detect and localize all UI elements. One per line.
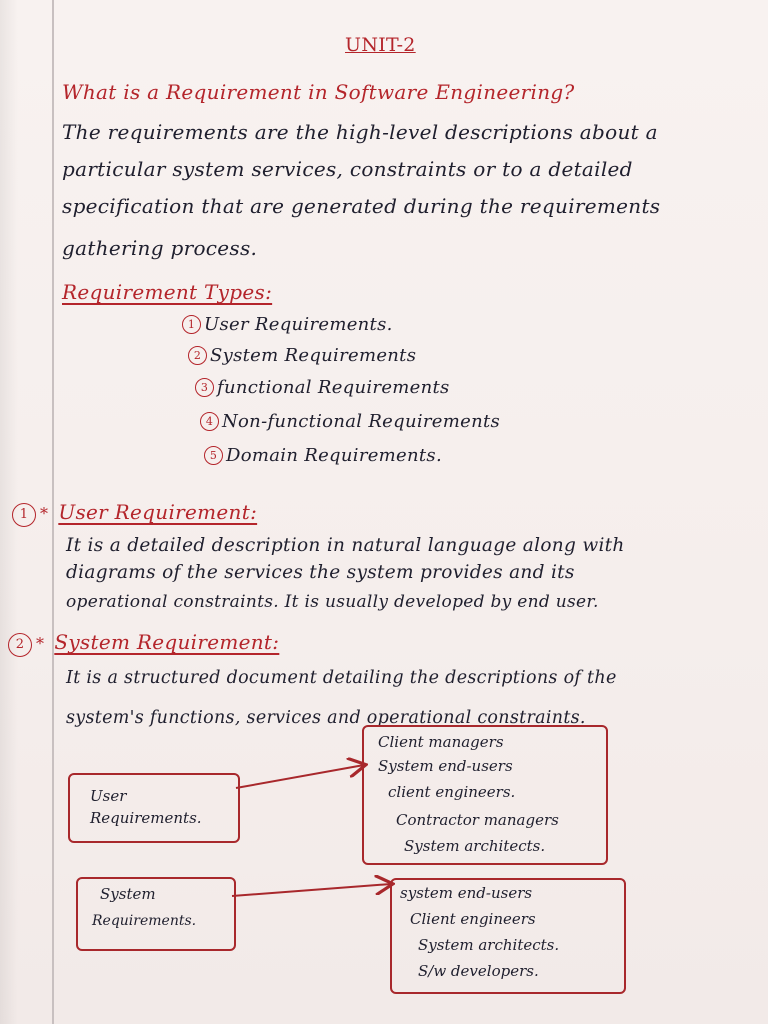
section-1-line-2: diagrams of the services the system provides and its: [66, 562, 575, 583]
definition-line-4: gathering process.: [62, 236, 258, 260]
number-circle: 4: [200, 412, 219, 431]
system-requirements-audience-box: [390, 878, 626, 994]
type-label: functional Requirements: [217, 377, 450, 398]
star-icon: *: [40, 504, 49, 523]
section-1-line-1: It is a detailed description in natural language along with: [66, 535, 625, 556]
definition-line-3: specification that are generated during the requirements: [62, 194, 661, 218]
box-line: System end-users: [378, 757, 513, 775]
star-icon: *: [36, 634, 45, 653]
user-requirements-audience-box: [362, 725, 608, 865]
section-1-heading-row: [12, 500, 257, 527]
section-1-line-3: operational constraints. It is usually developed by end user.: [66, 592, 599, 612]
type-item: [182, 314, 393, 335]
unit-title: UNIT-2: [345, 34, 416, 56]
box-line: Client engineers: [410, 910, 536, 928]
number-circle: 2: [188, 346, 207, 365]
number-circle: 2: [8, 633, 32, 657]
definition-line-2: particular system services, constraints or to a detailed: [62, 157, 633, 181]
arrow-user-to-audience: [236, 765, 364, 788]
definition-line-1: The requirements are the high-level descriptions about a: [62, 120, 658, 144]
box-line: system end-users: [400, 884, 533, 902]
number-circle: 5: [204, 446, 223, 465]
box-line: System architects.: [404, 837, 546, 855]
type-item: [195, 377, 450, 398]
box-line: client engineers.: [388, 783, 516, 801]
type-label: User Requirements.: [204, 314, 393, 335]
type-item: [204, 445, 442, 466]
number-circle: 1: [12, 503, 36, 527]
section-2-heading-row: [8, 630, 279, 657]
types-heading: Requirement Types:: [62, 280, 273, 304]
box-line: S/w developers.: [418, 962, 539, 980]
type-label: Non-functional Requirements: [222, 411, 501, 432]
arrow-system-to-audience: [232, 884, 391, 896]
type-item: [200, 411, 500, 432]
type-label: System Requirements: [210, 345, 417, 366]
type-item: [188, 345, 416, 366]
section-2-line-1: It is a structured document detailing the descriptions of the: [66, 668, 617, 688]
user-requirements-box: [68, 773, 240, 843]
system-requirements-box: [76, 877, 236, 951]
question-heading: What is a Requirement in Software Engineering?: [62, 80, 575, 104]
box-line: Contractor managers: [396, 811, 559, 829]
type-label: Domain Requirements.: [226, 445, 442, 466]
box-line: Client managers: [378, 733, 504, 751]
section-1-heading: User Requirement:: [58, 500, 258, 524]
box-line: Requirements.: [90, 809, 202, 827]
number-circle: 1: [182, 315, 201, 334]
box-line: Requirements.: [92, 913, 197, 929]
section-2-heading: System Requirement:: [54, 630, 280, 654]
box-line: System: [100, 885, 156, 903]
section-2-line-2: system's functions, services and operational constraints.: [66, 708, 586, 728]
box-line: User: [90, 787, 127, 805]
number-circle: 3: [195, 378, 214, 397]
box-line: System architects.: [418, 936, 560, 954]
